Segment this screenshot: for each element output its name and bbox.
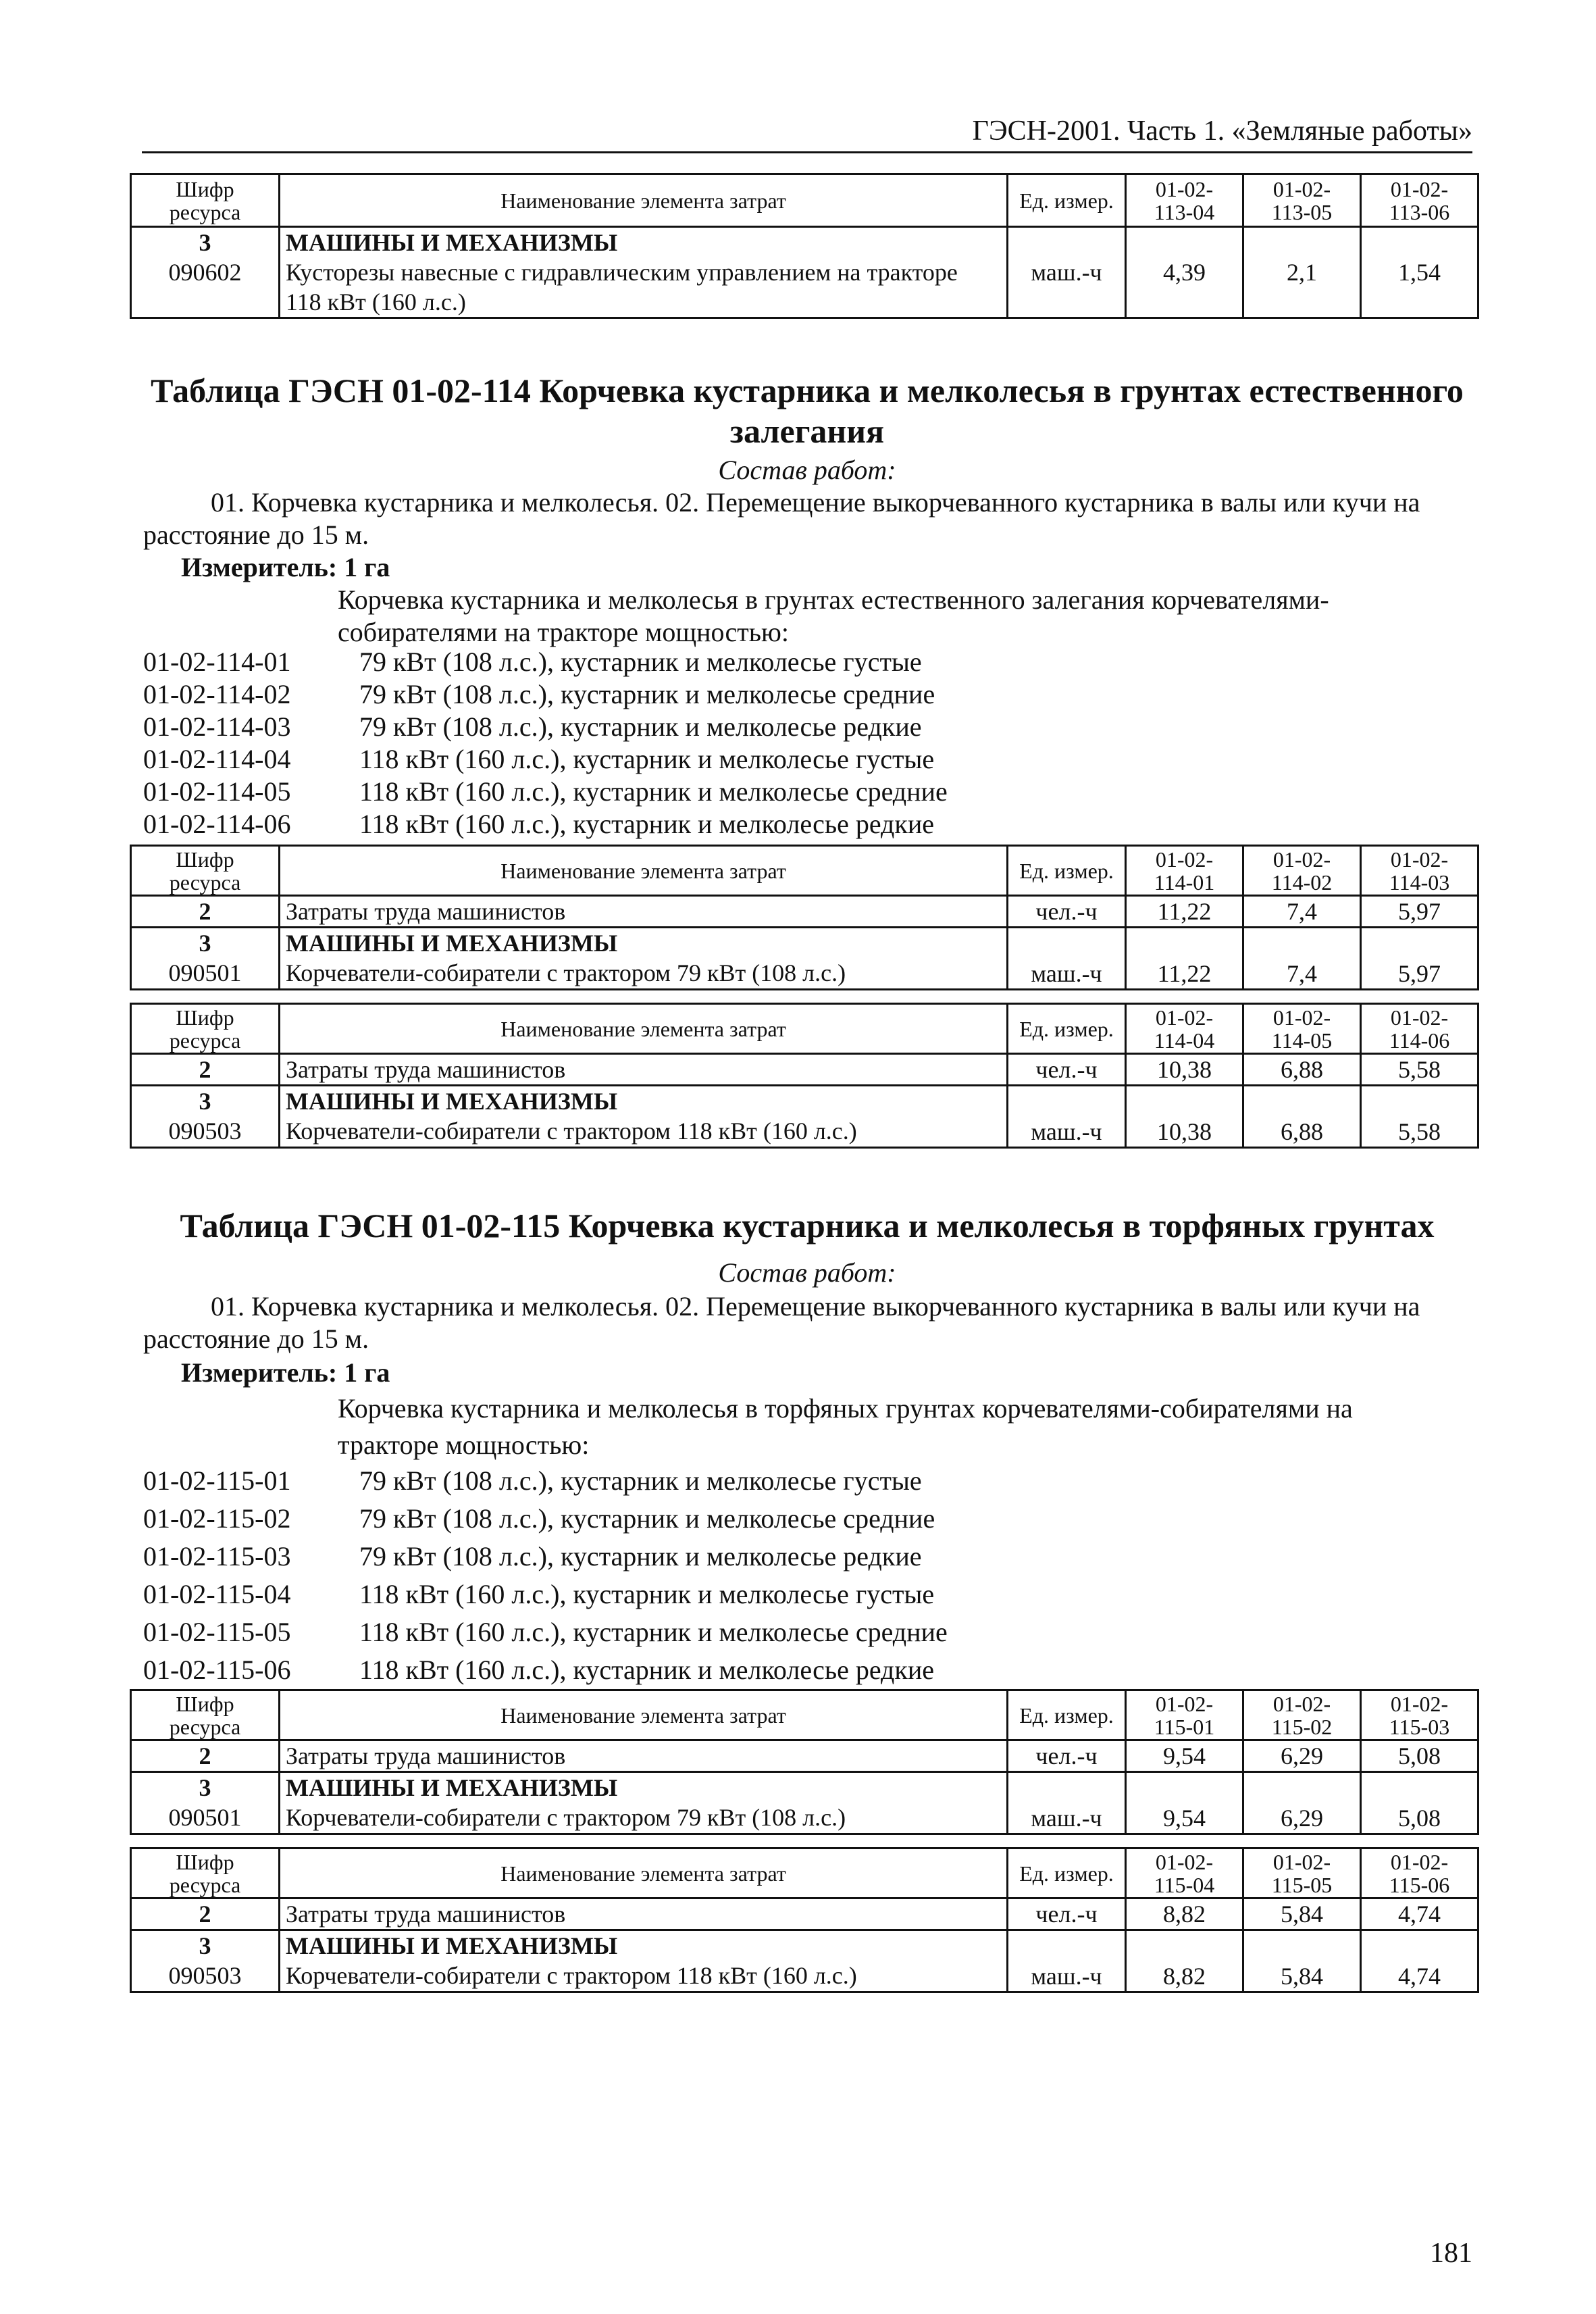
value-cell: 5,08 xyxy=(1361,1772,1478,1834)
column-code xyxy=(1243,1004,1361,1054)
work-item-code: 01-02-114-06 xyxy=(143,809,291,839)
value-cell: 9,54 xyxy=(1126,1740,1243,1772)
resource-name: Затраты труда машинистов xyxy=(280,896,1008,928)
cost-table-114-a xyxy=(130,845,1479,990)
column-code-line: 01-02- xyxy=(1155,1005,1214,1030)
value-cell: 5,58 xyxy=(1361,1086,1478,1148)
column-code xyxy=(1243,846,1361,896)
resource-code: 2 xyxy=(131,1898,280,1930)
section-code: 3 xyxy=(199,1088,211,1115)
work-item-description: 79 кВт (108 л.с.), кустарник и мелколесье редкие xyxy=(359,711,922,742)
name-header: Наименование элемента затрат xyxy=(280,846,1008,896)
value-cell: 2,1 xyxy=(1243,227,1361,318)
table-row xyxy=(131,1898,1478,1930)
resource-code xyxy=(131,1086,280,1148)
value-cell: 4,74 xyxy=(1361,1930,1478,1992)
unit-cell: маш.-ч xyxy=(1008,1086,1126,1148)
work-item-description: 118 кВт (160 л.с.), кустарник и мелколесье редкие xyxy=(359,809,934,839)
column-code-line: 114-04 xyxy=(1154,1028,1215,1053)
value-cell: 6,29 xyxy=(1243,1772,1361,1834)
resource-name-text: Корчеватели-собиратели с трактором 118 кВт (160 л.с.) xyxy=(286,1117,857,1145)
resource-code-number: 090501 xyxy=(168,1804,242,1831)
resource-code-number: 090503 xyxy=(168,1117,242,1145)
work-item-description: 79 кВт (108 л.с.), кустарник и мелколесье густые xyxy=(359,647,922,677)
table-row xyxy=(131,1930,1478,1992)
table-row xyxy=(131,227,1478,318)
name-header: Наименование элемента затрат xyxy=(280,1848,1008,1898)
column-code-line: 115-01 xyxy=(1154,1714,1215,1739)
work-intro: Корчевка кустарника и мелколесья в грунтах естественного залегания корчевателями- собирателями на тракторе мощностью: xyxy=(338,584,1329,647)
resource-name: Затраты труда машинистов xyxy=(280,1740,1008,1772)
table-header-row xyxy=(131,1004,1478,1054)
column-code-line: 01-02- xyxy=(1272,1005,1331,1030)
section-title-115: Таблица ГЭСН 01-02-115 Корчевка кустарника и мелколесья в торфяных грунтах xyxy=(180,1207,1435,1244)
value-cell: 11,22 xyxy=(1126,928,1243,990)
value-cell: 5,08 xyxy=(1361,1740,1478,1772)
resource-code xyxy=(131,928,280,990)
unit-header: Ед. измер. xyxy=(1008,846,1126,896)
work-item-code: 01-02-115-02 xyxy=(143,1503,291,1534)
work-item-description: 118 кВт (160 л.с.), кустарник и мелколесье густые xyxy=(359,1579,935,1609)
column-code xyxy=(1361,1004,1478,1054)
resource-code-number: 090501 xyxy=(168,959,242,986)
table-row xyxy=(131,1772,1478,1834)
running-header: ГЭСН-2001. Часть 1. «Земляные работы» xyxy=(142,114,1472,153)
unit-cell: маш.-ч xyxy=(1008,928,1126,990)
section-code: 3 xyxy=(199,1774,211,1801)
work-item-code: 01-02-115-01 xyxy=(143,1465,291,1496)
unit-cell: маш.-ч xyxy=(1008,1772,1126,1834)
column-code xyxy=(1361,1690,1478,1740)
column-code-line: 114-01 xyxy=(1154,870,1215,895)
column-code-line: 115-02 xyxy=(1271,1714,1333,1739)
value-cell: 5,84 xyxy=(1243,1898,1361,1930)
value-cell: 5,97 xyxy=(1361,928,1478,990)
column-code-line: 01-02- xyxy=(1390,1691,1449,1716)
work-item xyxy=(143,1613,1467,1651)
code-header xyxy=(131,1690,280,1740)
page-number: 181 xyxy=(1430,2238,1472,2269)
column-code-line: 114-03 xyxy=(1389,870,1450,895)
resource-code: 2 xyxy=(131,1740,280,1772)
resource-name-text: Корчеватели-собиратели с трактором 79 кВт (108 л.с.) xyxy=(286,1804,846,1831)
value-cell: 9,54 xyxy=(1126,1772,1243,1834)
column-code-line: 115-05 xyxy=(1271,1872,1333,1897)
column-code: 01-02- 113-06 xyxy=(1361,174,1478,227)
work-items-115 xyxy=(143,1462,1467,1689)
section-heading: МАШИНЫ И МЕХАНИЗМЫ xyxy=(286,930,618,957)
work-item-description: 79 кВт (108 л.с.), кустарник и мелколесье средние xyxy=(359,679,935,709)
column-code xyxy=(1126,1690,1243,1740)
value-cell: 8,82 xyxy=(1126,1930,1243,1992)
value-cell: 7,4 xyxy=(1243,928,1361,990)
section-heading: МАШИНЫ И МЕХАНИЗМЫ xyxy=(286,1088,618,1115)
cost-table-115-a xyxy=(130,1689,1479,1835)
section-heading: МАШИНЫ И МЕХАНИЗМЫ xyxy=(286,1932,618,1959)
code-header-line: Шифр xyxy=(176,847,234,872)
unit-cell: чел.-ч xyxy=(1008,1054,1126,1086)
work-item-description: 79 кВт (108 л.с.), кустарник и мелколесье средние xyxy=(359,1503,935,1534)
work-item xyxy=(143,1500,1467,1538)
column-code xyxy=(1126,846,1243,896)
column-code-line: 01-02- xyxy=(1272,1691,1331,1716)
table-row xyxy=(131,1054,1478,1086)
value-cell: 10,38 xyxy=(1126,1086,1243,1148)
unit-cell: маш.-ч xyxy=(1008,227,1126,318)
code-header-line: ресурса xyxy=(169,1028,241,1053)
code-header: Шифр ресурса xyxy=(131,174,280,227)
section-code: 3 xyxy=(199,930,211,957)
unit-cell: чел.-ч xyxy=(1008,1898,1126,1930)
column-code xyxy=(1243,1690,1361,1740)
table-row xyxy=(131,1740,1478,1772)
unit-cell: маш.-ч xyxy=(1008,1930,1126,1992)
resource-name xyxy=(280,1086,1008,1148)
value-cell: 6,88 xyxy=(1243,1086,1361,1148)
value-cell: 5,97 xyxy=(1361,896,1478,928)
work-item-code: 01-02-114-05 xyxy=(143,776,291,807)
column-code-line: 01-02- xyxy=(1272,847,1331,872)
resource-code xyxy=(131,1930,280,1992)
name-header: Наименование элемента затрат xyxy=(280,1004,1008,1054)
value-cell: 1,54 xyxy=(1361,227,1478,318)
work-item-code: 01-02-115-05 xyxy=(143,1617,291,1647)
resource-name xyxy=(280,1772,1008,1834)
work-item xyxy=(143,1538,1467,1576)
column-code xyxy=(1361,1848,1478,1898)
resource-code xyxy=(131,1772,280,1834)
resource-name-text: Корчеватели-собиратели с трактором 118 кВт (160 л.с.) xyxy=(286,1962,857,1989)
value-cell: 6,88 xyxy=(1243,1054,1361,1086)
table-header-row xyxy=(131,1690,1478,1740)
code-header xyxy=(131,1004,280,1054)
resource-code: 3 090602 xyxy=(131,227,280,318)
value-cell: 8,82 xyxy=(1126,1898,1243,1930)
code-header xyxy=(131,1848,280,1898)
value-cell: 5,84 xyxy=(1243,1930,1361,1992)
value-cell: 10,38 xyxy=(1126,1054,1243,1086)
code-header-line: Шифр xyxy=(176,1849,234,1874)
column-code-line: 114-06 xyxy=(1389,1028,1450,1053)
table-header-row xyxy=(131,846,1478,896)
column-code-line: 01-02- xyxy=(1390,1005,1449,1030)
table-header-row xyxy=(131,174,1478,227)
column-code: 01-02- 113-04 xyxy=(1126,174,1243,227)
name-header: Наименование элемента затрат xyxy=(280,1690,1008,1740)
column-code: 01-02- 113-05 xyxy=(1243,174,1361,227)
column-code xyxy=(1243,1848,1361,1898)
column-code xyxy=(1126,1848,1243,1898)
table-row xyxy=(131,928,1478,990)
section-code: 3 xyxy=(199,1932,211,1959)
meter-label: Измеритель: 1 га xyxy=(181,1357,390,1388)
unit-cell: чел.-ч xyxy=(1008,896,1126,928)
code-header-line: ресурса xyxy=(169,870,241,895)
resource-code: 2 xyxy=(131,896,280,928)
work-item-code: 01-02-115-04 xyxy=(143,1579,291,1609)
column-code-line: 114-02 xyxy=(1271,870,1333,895)
value-cell: 11,22 xyxy=(1126,896,1243,928)
table-row xyxy=(131,896,1478,928)
composition-text: 01. Корчевка кустарника и мелколесья. 02. Перемещение выкорчеванного кустарника в валы или кучи на расстояние до 15 м. xyxy=(143,487,1420,550)
column-code-line: 115-06 xyxy=(1389,1872,1450,1897)
column-code-line: 115-04 xyxy=(1154,1872,1215,1897)
column-code-line: 114-05 xyxy=(1271,1028,1333,1053)
column-code-line: 01-02- xyxy=(1272,1849,1331,1874)
table-row xyxy=(131,1086,1478,1148)
composition-label: Состав работ: xyxy=(718,1257,896,1288)
column-code-line: 01-02- xyxy=(1390,1849,1449,1874)
unit-header: Ед. измер. xyxy=(1008,174,1126,227)
code-header-line: Шифр xyxy=(176,1005,234,1030)
work-item xyxy=(143,711,1467,743)
resource-code-number: 090503 xyxy=(168,1962,242,1989)
work-item xyxy=(143,1576,1467,1613)
work-item-code: 01-02-114-02 xyxy=(143,679,291,709)
section-heading: МАШИНЫ И МЕХАНИЗМЫ xyxy=(286,1774,618,1801)
composition-text: 01. Корчевка кустарника и мелколесья. 02. Перемещение выкорчеванного кустарника в валы или кучи на расстояние до 15 м. xyxy=(143,1291,1420,1354)
cost-table-114-b xyxy=(130,1003,1479,1149)
value-cell: 4,39 xyxy=(1126,227,1243,318)
work-item-code: 01-02-114-01 xyxy=(143,647,291,677)
code-header-line: ресурса xyxy=(169,1872,241,1897)
resource-name xyxy=(280,1930,1008,1992)
work-item-description: 118 кВт (160 л.с.), кустарник и мелколесье густые xyxy=(359,744,935,774)
value-cell: 7,4 xyxy=(1243,896,1361,928)
unit-header: Ед. измер. xyxy=(1008,1004,1126,1054)
resource-name: Затраты труда машинистов xyxy=(280,1898,1008,1930)
section-title-114: Таблица ГЭСН 01-02-114 Корчевка кустарника и мелколесья в грунтах естественного залегания xyxy=(151,372,1464,450)
unit-header: Ед. измер. xyxy=(1008,1690,1126,1740)
work-item xyxy=(143,808,1467,840)
resource-name xyxy=(280,928,1008,990)
code-header-line: Шифр xyxy=(176,1691,234,1716)
resource-code: 2 xyxy=(131,1054,280,1086)
column-code xyxy=(1126,1004,1243,1054)
work-item xyxy=(143,646,1467,678)
work-item xyxy=(143,743,1467,776)
resource-name: МАШИНЫ И МЕХАНИЗМЫ Кусторезы навесные с гидравлическим управлением на тракторе 118 кВт (160 л.с.) xyxy=(280,227,1008,318)
composition-label: Состав работ: xyxy=(718,455,896,485)
table-header-row xyxy=(131,1848,1478,1898)
name-header: Наименование элемента затрат xyxy=(280,174,1008,227)
code-header xyxy=(131,846,280,896)
work-item-description: 79 кВт (108 л.с.), кустарник и мелколесье густые xyxy=(359,1465,922,1496)
work-item-description: 79 кВт (108 л.с.), кустарник и мелколесье редкие xyxy=(359,1541,922,1571)
work-intro: Корчевка кустарника и мелколесья в торфяных грунтах корчевателями-собирателями на тракторе мощностью: xyxy=(338,1393,1353,1460)
work-item-code: 01-02-115-06 xyxy=(143,1655,291,1685)
work-item-code: 01-02-115-03 xyxy=(143,1541,291,1571)
resource-name-text: Корчеватели-собиратели с трактором 79 кВт (108 л.с.) xyxy=(286,959,846,986)
column-code-line: 01-02- xyxy=(1155,1849,1214,1874)
work-item xyxy=(143,1651,1467,1689)
column-code-line: 115-03 xyxy=(1389,1714,1450,1739)
cost-table-113 xyxy=(130,173,1479,319)
code-header-line: ресурса xyxy=(169,1714,241,1739)
value-cell: 4,74 xyxy=(1361,1898,1478,1930)
work-item-code: 01-02-114-04 xyxy=(143,744,291,774)
column-code xyxy=(1361,846,1478,896)
unit-header: Ед. измер. xyxy=(1008,1848,1126,1898)
resource-name: Затраты труда машинистов xyxy=(280,1054,1008,1086)
work-items-114 xyxy=(143,646,1467,840)
work-item xyxy=(143,776,1467,808)
work-item-description: 118 кВт (160 л.с.), кустарник и мелколесье средние xyxy=(359,776,948,807)
work-item-code: 01-02-114-03 xyxy=(143,711,291,742)
column-code-line: 01-02- xyxy=(1155,847,1214,872)
unit-cell: чел.-ч xyxy=(1008,1740,1126,1772)
meter-label: Измеритель: 1 га xyxy=(181,552,390,582)
column-code-line: 01-02- xyxy=(1390,847,1449,872)
work-item-description: 118 кВт (160 л.с.), кустарник и мелколесье средние xyxy=(359,1617,948,1647)
cost-table-115-b xyxy=(130,1847,1479,1993)
work-item xyxy=(143,678,1467,711)
work-item-description: 118 кВт (160 л.с.), кустарник и мелколесье редкие xyxy=(359,1655,934,1685)
work-item xyxy=(143,1462,1467,1500)
value-cell: 6,29 xyxy=(1243,1740,1361,1772)
value-cell: 5,58 xyxy=(1361,1054,1478,1086)
column-code-line: 01-02- xyxy=(1155,1691,1214,1716)
